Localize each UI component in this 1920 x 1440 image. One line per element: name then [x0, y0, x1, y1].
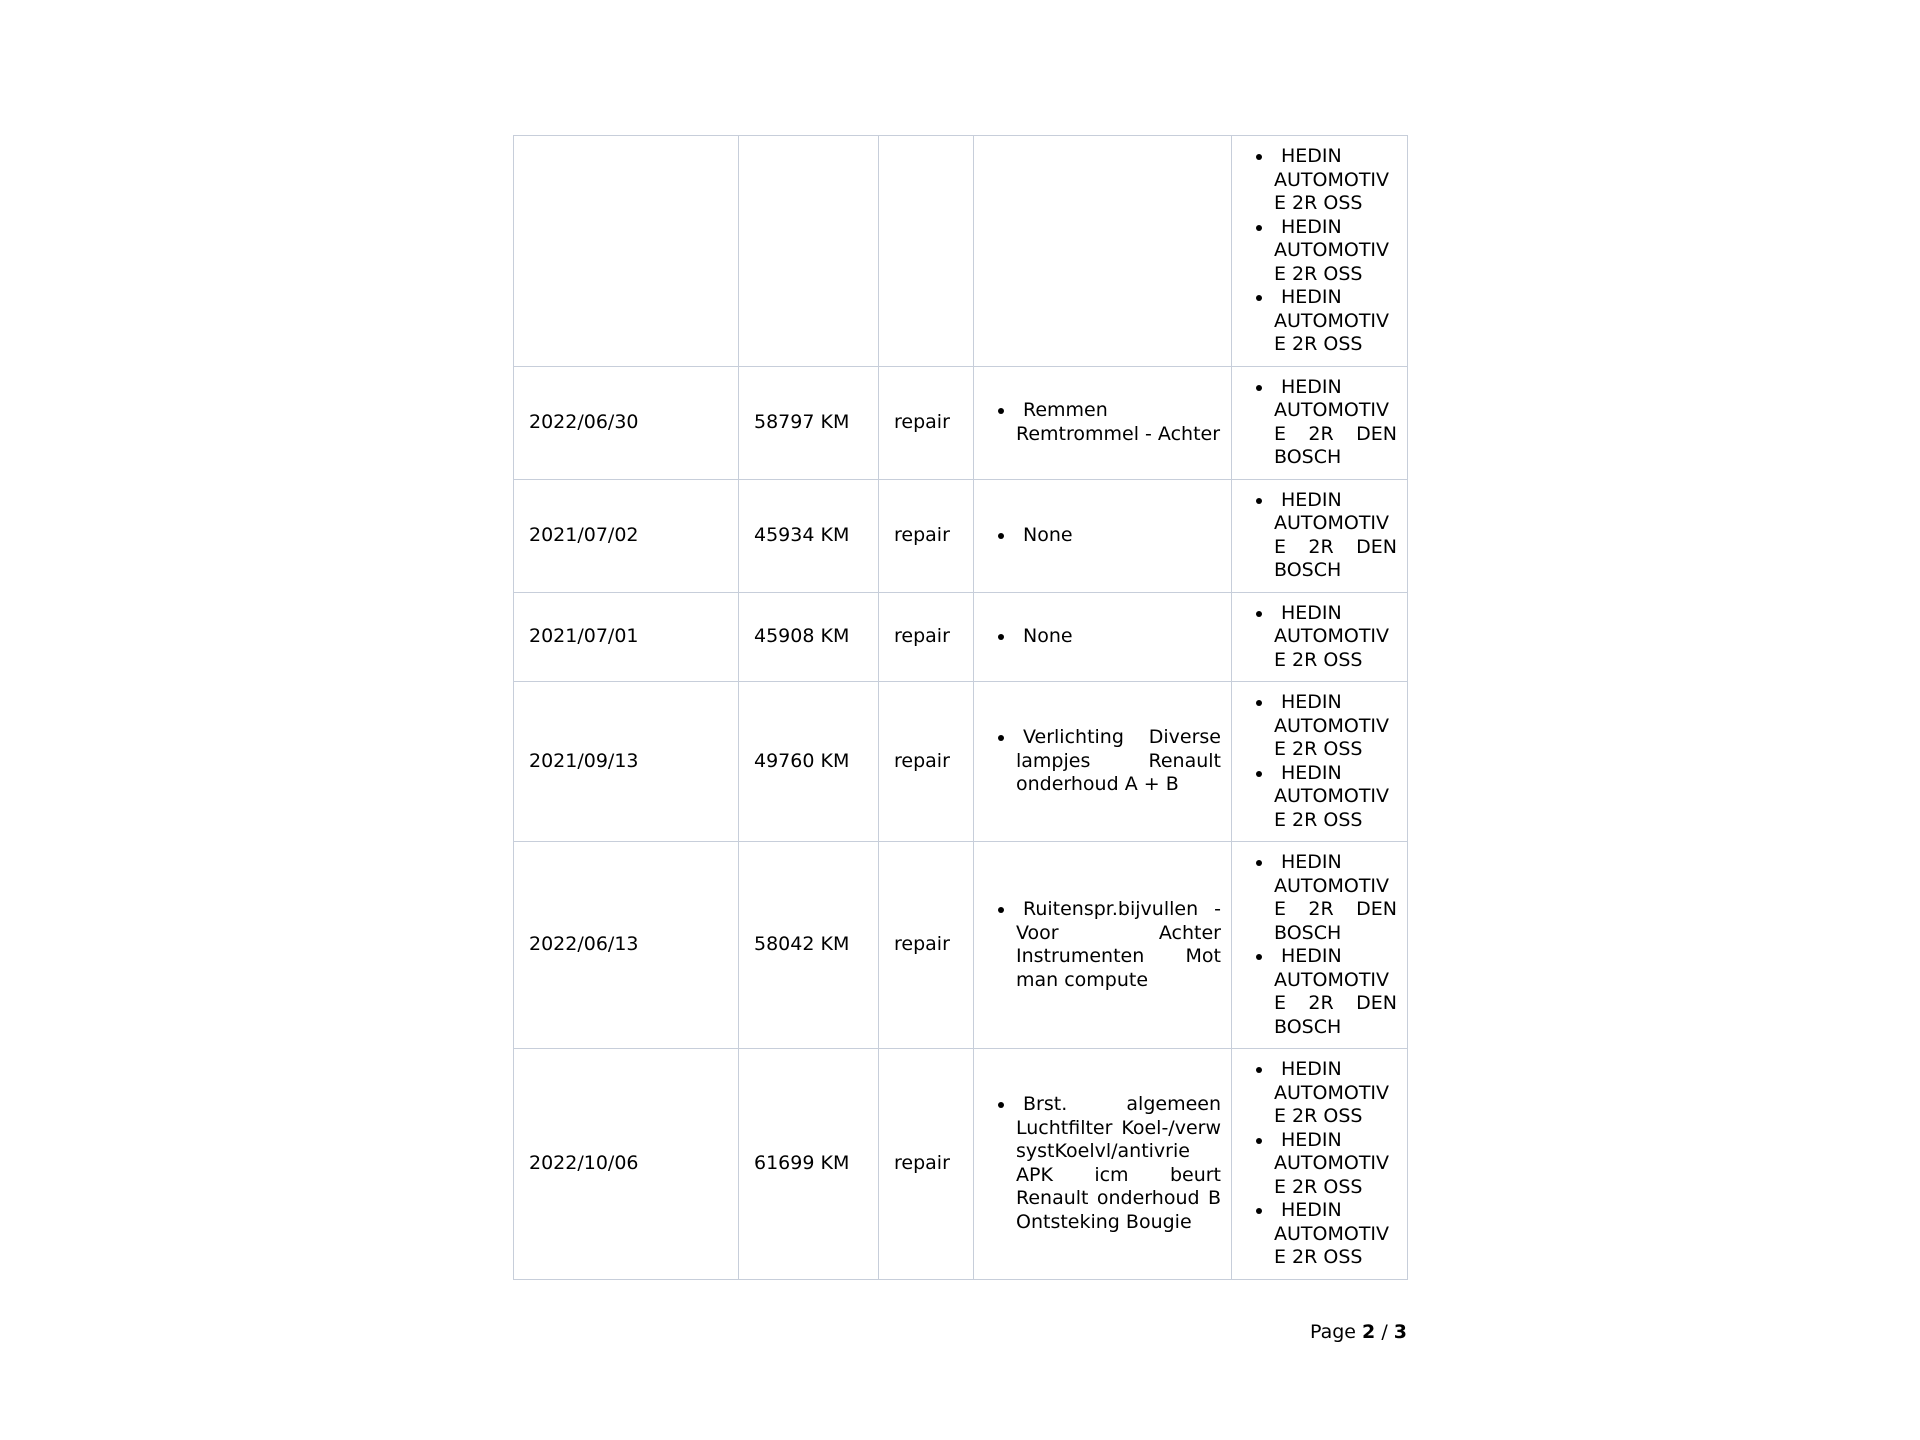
- service-type-cell: [879, 136, 974, 367]
- date-cell: 2022/06/13: [514, 842, 739, 1049]
- description-item: • None: [1016, 524, 1221, 548]
- mileage-cell: 58797 KM: [739, 366, 879, 479]
- service-history-table: [513, 135, 1408, 1280]
- description-list: [976, 898, 1221, 992]
- service-type-cell: repair: [879, 479, 974, 592]
- description-list: [976, 399, 1221, 446]
- description-item: • Brst. algemeen Luchtfilter Koel-/verw systKoelvl/antivrie APK icm beurt Renault onderhoud B Ontsteking Bougie: [1016, 1093, 1221, 1234]
- location-cell: [1232, 682, 1408, 842]
- date-cell: [514, 136, 739, 367]
- location-item: • HEDIN AUTOMOTIVE 2R DEN BOSCH: [1274, 945, 1397, 1039]
- description-cell: [974, 592, 1232, 682]
- location-cell: [1232, 1049, 1408, 1280]
- location-list: [1234, 691, 1397, 832]
- description-list: [976, 726, 1221, 797]
- service-type-cell: repair: [879, 1049, 974, 1280]
- location-item: • HEDIN AUTOMOTIVE 2R OSS: [1274, 602, 1397, 673]
- table-row: [514, 592, 1408, 682]
- location-list: [1234, 145, 1397, 357]
- mileage-cell: [739, 136, 879, 367]
- location-item: • HEDIN AUTOMOTIVE 2R OSS: [1274, 216, 1397, 287]
- table-row: [514, 366, 1408, 479]
- date-cell: 2021/07/01: [514, 592, 739, 682]
- description-list: [976, 625, 1221, 649]
- location-item: • HEDIN AUTOMOTIVE 2R OSS: [1274, 286, 1397, 357]
- location-cell: [1232, 136, 1408, 367]
- location-cell: [1232, 479, 1408, 592]
- current-page-number: 2: [1362, 1320, 1376, 1343]
- table-row: [514, 1049, 1408, 1280]
- date-cell: 2021/07/02: [514, 479, 739, 592]
- table-row: [514, 842, 1408, 1049]
- location-list: [1234, 489, 1397, 583]
- mileage-cell: 45908 KM: [739, 592, 879, 682]
- description-cell: [974, 366, 1232, 479]
- location-cell: [1232, 592, 1408, 682]
- mileage-cell: 45934 KM: [739, 479, 879, 592]
- document-page: [513, 0, 1407, 1344]
- description-cell: [974, 842, 1232, 1049]
- table-row: [514, 479, 1408, 592]
- mileage-cell: 61699 KM: [739, 1049, 879, 1280]
- location-list: [1234, 1058, 1397, 1270]
- location-item: • HEDIN AUTOMOTIVE 2R OSS: [1274, 762, 1397, 833]
- description-item: • Remmen Remtrommel - Achter: [1016, 399, 1221, 446]
- total-page-number: 3: [1393, 1320, 1407, 1343]
- location-item: • HEDIN AUTOMOTIVE 2R OSS: [1274, 145, 1397, 216]
- location-item: • HEDIN AUTOMOTIVE 2R OSS: [1274, 1058, 1397, 1129]
- location-list: [1234, 851, 1397, 1039]
- location-item: • HEDIN AUTOMOTIVE 2R OSS: [1274, 1199, 1397, 1270]
- table-row: [514, 136, 1408, 367]
- mileage-cell: 58042 KM: [739, 842, 879, 1049]
- table-row: [514, 682, 1408, 842]
- location-item: • HEDIN AUTOMOTIVE 2R OSS: [1274, 691, 1397, 762]
- mileage-cell: 49760 KM: [739, 682, 879, 842]
- description-cell: [974, 479, 1232, 592]
- date-cell: 2022/06/30: [514, 366, 739, 479]
- location-list: [1234, 602, 1397, 673]
- description-cell: [974, 682, 1232, 842]
- description-item: • Ruitenspr.bijvullen - Voor Achter Instrumenten Mot man compute: [1016, 898, 1221, 992]
- service-type-cell: repair: [879, 366, 974, 479]
- service-type-cell: repair: [879, 682, 974, 842]
- location-item: • HEDIN AUTOMOTIVE 2R OSS: [1274, 1129, 1397, 1200]
- location-list: [1234, 376, 1397, 470]
- description-item: • None: [1016, 625, 1221, 649]
- page-indicator: [513, 1320, 1407, 1344]
- date-cell: 2021/09/13: [514, 682, 739, 842]
- location-item: • HEDIN AUTOMOTIVE 2R DEN BOSCH: [1274, 851, 1397, 945]
- description-cell: [974, 136, 1232, 367]
- page-label: Page: [1310, 1320, 1363, 1343]
- page-separator: /: [1375, 1320, 1394, 1343]
- date-cell: 2022/10/06: [514, 1049, 739, 1280]
- location-item: • HEDIN AUTOMOTIVE 2R DEN BOSCH: [1274, 489, 1397, 583]
- description-cell: [974, 1049, 1232, 1280]
- description-list: [976, 524, 1221, 548]
- location-item: • HEDIN AUTOMOTIVE 2R DEN BOSCH: [1274, 376, 1397, 470]
- description-list: [976, 1093, 1221, 1234]
- description-item: • Verlichting Diverse lampjes Renault onderhoud A + B: [1016, 726, 1221, 797]
- location-cell: [1232, 366, 1408, 479]
- location-cell: [1232, 842, 1408, 1049]
- service-type-cell: repair: [879, 592, 974, 682]
- service-type-cell: repair: [879, 842, 974, 1049]
